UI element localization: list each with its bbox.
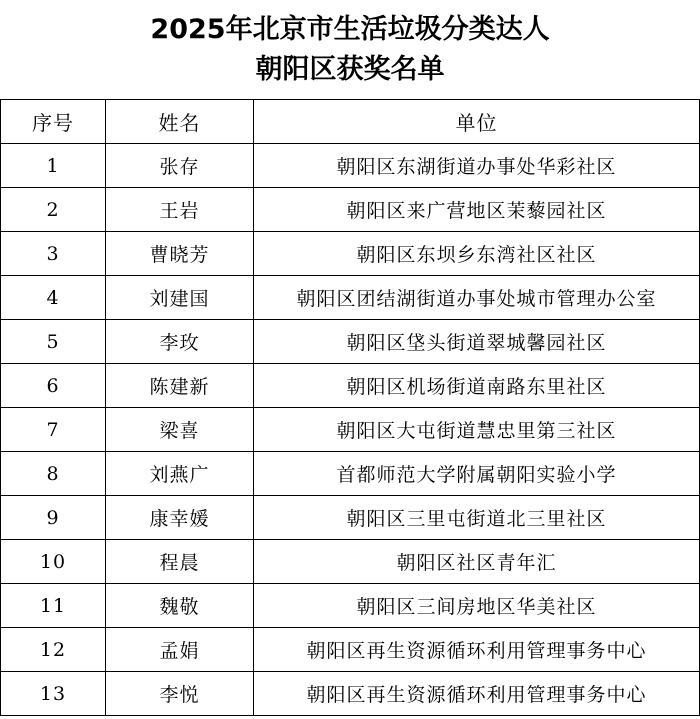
cell-unit: 朝阳区再生资源循环利用管理事务中心: [254, 628, 700, 672]
cell-unit: 首都师范大学附属朝阳实验小学: [254, 452, 700, 496]
table-row: [1, 232, 700, 276]
header-name: 姓名: [106, 100, 254, 144]
award-list-table: [0, 99, 700, 716]
cell-name: 刘燕广: [106, 452, 254, 496]
cell-unit: 朝阳区垡头街道翠城馨园社区: [254, 320, 700, 364]
cell-serial-number: 3: [1, 232, 106, 276]
cell-serial-number: 4: [1, 276, 106, 320]
cell-serial-number: 8: [1, 452, 106, 496]
cell-serial-number: 2: [1, 188, 106, 232]
cell-name: 魏敬: [106, 584, 254, 628]
cell-name: 梁喜: [106, 408, 254, 452]
cell-name: 张存: [106, 144, 254, 188]
cell-serial-number: 6: [1, 364, 106, 408]
table-row: [1, 408, 700, 452]
table-header-row: [1, 100, 700, 144]
title-line-1: 2025年北京市生活垃圾分类达人: [150, 14, 550, 45]
header-serial-number: 序号: [1, 100, 106, 144]
table-row: [1, 276, 700, 320]
cell-serial-number: 12: [1, 628, 106, 672]
cell-serial-number: 5: [1, 320, 106, 364]
cell-name: 李玫: [106, 320, 254, 364]
cell-serial-number: 7: [1, 408, 106, 452]
document-title: [0, 0, 700, 100]
cell-name: 刘建国: [106, 276, 254, 320]
cell-name: 曹晓芳: [106, 232, 254, 276]
cell-unit: 朝阳区三间房地区华美社区: [254, 584, 700, 628]
cell-unit: 朝阳区机场街道南路东里社区: [254, 364, 700, 408]
cell-unit: 朝阳区团结湖街道办事处城市管理办公室: [254, 276, 700, 320]
table-row: [1, 584, 700, 628]
cell-name: 孟娟: [106, 628, 254, 672]
table-row: [1, 188, 700, 232]
cell-name: 王岩: [106, 188, 254, 232]
cell-serial-number: 11: [1, 584, 106, 628]
cell-unit: 朝阳区三里屯街道北三里社区: [254, 496, 700, 540]
table-row: [1, 320, 700, 364]
table-row: [1, 496, 700, 540]
cell-name: 李悦: [106, 672, 254, 716]
cell-unit: 朝阳区东湖街道办事处华彩社区: [254, 144, 700, 188]
cell-serial-number: 9: [1, 496, 106, 540]
cell-serial-number: 10: [1, 540, 106, 584]
table-row: [1, 540, 700, 584]
cell-unit: 朝阳区来广营地区茉藜园社区: [254, 188, 700, 232]
cell-serial-number: 13: [1, 672, 106, 716]
cell-unit: 朝阳区大屯街道慧忠里第三社区: [254, 408, 700, 452]
table-row: [1, 452, 700, 496]
cell-unit: 朝阳区东坝乡东湾社区社区: [254, 232, 700, 276]
cell-unit: 朝阳区社区青年汇: [254, 540, 700, 584]
table-row: [1, 672, 700, 716]
cell-serial-number: 1: [1, 144, 106, 188]
title-line-2: 朝阳区获奖名单: [255, 54, 445, 85]
cell-name: 陈建新: [106, 364, 254, 408]
table-row: [1, 628, 700, 672]
cell-name: 程晨: [106, 540, 254, 584]
header-unit: 单位: [254, 100, 700, 144]
table-row: [1, 144, 700, 188]
cell-name: 康幸媛: [106, 496, 254, 540]
cell-unit: 朝阳区再生资源循环利用管理事务中心: [254, 672, 700, 716]
table-row: [1, 364, 700, 408]
